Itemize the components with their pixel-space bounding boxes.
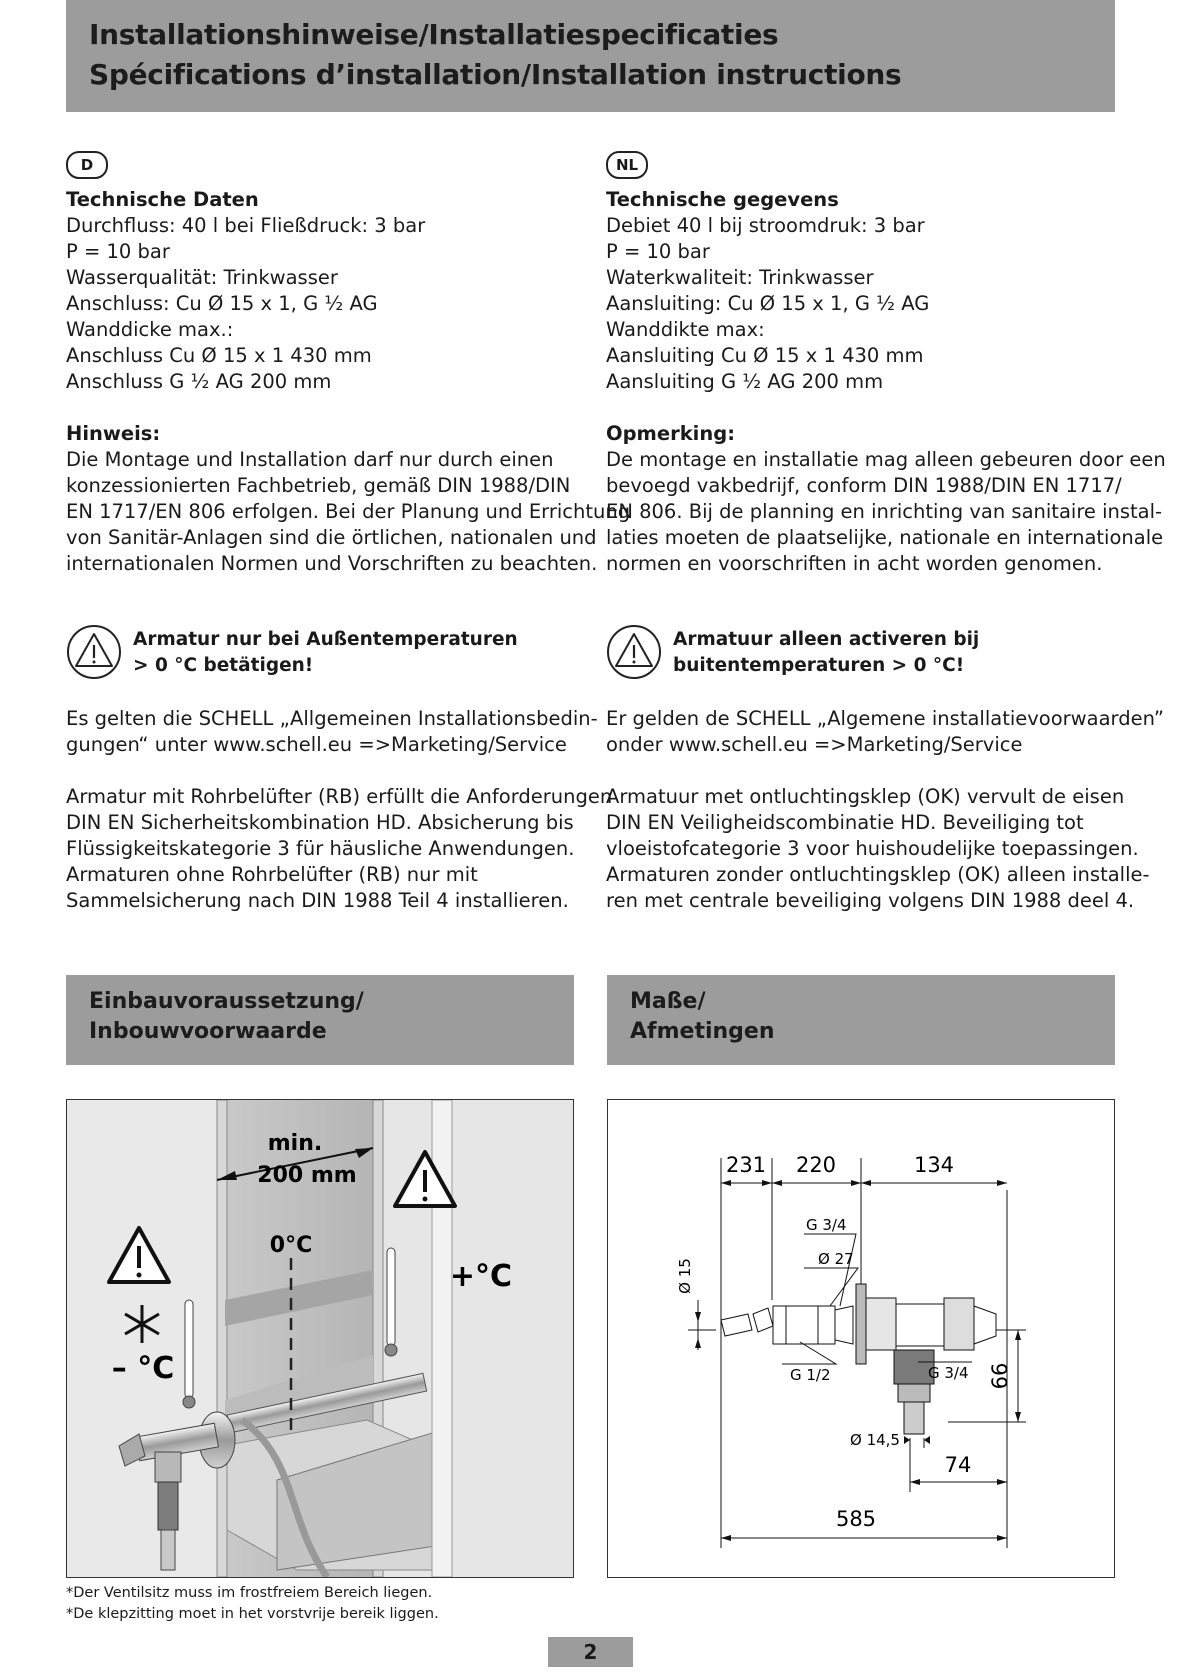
conditions-line: Er gelden de SCHELL „Algemene installatievoorwaarden” xyxy=(606,707,1164,730)
language-badge-nl: NL xyxy=(606,151,648,179)
section-title-line: Inbouwvoorwaarde xyxy=(89,1019,327,1044)
warning-icon xyxy=(606,624,662,680)
rb-line: Armaturen ohne Rohrbelüfter (RB) nur mit xyxy=(66,863,478,886)
installation-illustration xyxy=(67,1100,573,1577)
tech-line: Anschluss: Cu Ø 15 x 1, G ½ AG xyxy=(66,292,378,315)
tech-line: P = 10 bar xyxy=(66,240,170,263)
language-badge-de: D xyxy=(66,151,108,179)
conditions-nl xyxy=(606,706,1164,758)
rb-line: Flüssigkeitskategorie 3 für häusliche Anwendungen. xyxy=(66,837,575,860)
dim-g12: G 1/2 xyxy=(790,1366,831,1384)
tech-line: Wasserqualität: Trinkwasser xyxy=(66,266,338,289)
minus-degree-label: – °C xyxy=(111,1351,175,1386)
note-line: De montage en installatie mag alleen gebeuren door een xyxy=(606,448,1166,471)
warning-text-de xyxy=(133,627,518,679)
conditions-line: onder www.schell.eu =>Marketing/Service xyxy=(606,733,1023,756)
page-header xyxy=(66,0,1115,112)
tech-line: Debiet 40 l bij stroomdruk: 3 bar xyxy=(606,214,925,237)
technical-data-nl xyxy=(606,187,1136,395)
zero-degree-label: 0°C xyxy=(269,1233,313,1258)
dim-585: 585 xyxy=(835,1507,877,1531)
rb-line: Armatur mit Rohrbelüfter (RB) erfüllt die Anforderungen xyxy=(66,785,613,808)
min-label: min. xyxy=(267,1131,323,1156)
footnote-nl: *De klepzitting moet in het vorstvrije bereik liggen. xyxy=(66,1606,439,1622)
warning-line: > 0 °C betätigen! xyxy=(133,655,314,676)
dim-220: 220 xyxy=(795,1153,837,1177)
dimensions-figure xyxy=(607,1099,1115,1578)
rb-line: DIN EN Veiligheidscombinatie HD. Beveiliging tot xyxy=(606,811,1084,834)
rb-line: Sammelsicherung nach DIN 1988 Teil 4 installieren. xyxy=(66,889,569,912)
conditions-de xyxy=(66,706,596,758)
conditions-line: Es gelten die SCHELL „Allgemeinen Installationsbedin- xyxy=(66,707,598,730)
tech-title: Technische Daten xyxy=(66,188,259,211)
tech-line: Anschluss G ½ AG 200 mm xyxy=(66,370,332,393)
note-nl xyxy=(606,421,1166,577)
note-line: EN 806. Bij de planning en inrichting van sanitaire instal- xyxy=(606,500,1163,523)
footnote-de: *Der Ventilsitz muss im frostfreiem Bereich liegen. xyxy=(66,1585,433,1601)
note-line: laties moeten de plaatselijke, nationale en internationale xyxy=(606,526,1164,549)
section-title-line: Afmetingen xyxy=(630,1019,775,1044)
header-title-line2: Spécifications d’installation/Installation instructions xyxy=(89,58,902,91)
rb-line: ren met centrale beveiliging volgens DIN 1988 deel 4. xyxy=(606,889,1135,912)
tech-line: Aansluiting: Cu Ø 15 x 1, G ½ AG xyxy=(606,292,930,315)
warning-line: Armatuur alleen activeren bij xyxy=(673,629,980,650)
backflow-text-de xyxy=(66,784,613,914)
note-line: konzessionierten Fachbetrieb, gemäß DIN 1988/DIN xyxy=(66,474,571,497)
dim-231: 231 xyxy=(725,1153,767,1177)
note-line: Die Montage und Installation darf nur durch einen xyxy=(66,448,554,471)
note-title: Opmerking: xyxy=(606,422,735,445)
warning-line: buitentemperaturen > 0 °C! xyxy=(673,655,965,676)
section-header-dimensions xyxy=(607,975,1115,1065)
plus-degree-label: +°C xyxy=(449,1259,513,1294)
warning-line: Armatur nur bei Außentemperaturen xyxy=(133,629,518,650)
note-line: normen en voorschriften in acht worden genomen. xyxy=(606,552,1103,575)
tech-line: Anschluss Cu Ø 15 x 1 430 mm xyxy=(66,344,372,367)
note-line: von Sanitär-Anlagen sind die örtlichen, nationalen und xyxy=(66,526,597,549)
dim-66: 66 xyxy=(988,1362,1012,1390)
page-number: 2 xyxy=(548,1637,633,1667)
section-header-installation xyxy=(66,975,574,1065)
warning-icon xyxy=(66,624,122,680)
dim-diameter-15: Ø 15 xyxy=(676,1258,694,1294)
tech-line: P = 10 bar xyxy=(606,240,710,263)
dimensions-drawing xyxy=(608,1100,1114,1577)
rb-line: DIN EN Sicherheitskombination HD. Absicherung bis xyxy=(66,811,574,834)
dim-134: 134 xyxy=(913,1153,955,1177)
backflow-text-nl xyxy=(606,784,1150,914)
conditions-line: gungen“ unter www.schell.eu =>Marketing/Service xyxy=(66,733,567,756)
warning-text-nl xyxy=(673,627,979,679)
note-line: bevoegd vakbedrijf, conform DIN 1988/DIN EN 1717/ xyxy=(606,474,1122,497)
section-title-line: Maße/ xyxy=(630,989,706,1014)
tech-line: Waterkwaliteit: Trinkwasser xyxy=(606,266,874,289)
tech-line: Wanddicke max.: xyxy=(66,318,234,341)
note-line: internationalen Normen und Vorschriften zu beachten. xyxy=(66,552,598,575)
note-line: EN 1717/EN 806 erfolgen. Bei der Planung und Errichtung xyxy=(66,500,631,523)
technical-data-de xyxy=(66,187,596,395)
dim-g34-upper: G 3/4 xyxy=(806,1216,847,1234)
tech-line: Aansluiting G ½ AG 200 mm xyxy=(606,370,884,393)
distance-label: 200 mm xyxy=(257,1163,357,1188)
dim-diameter-14-5: Ø 14,5 xyxy=(850,1431,900,1449)
section-title-line: Einbauvoraussetzung/ xyxy=(89,989,364,1014)
tech-line: Durchfluss: 40 l bei Fließdruck: 3 bar xyxy=(66,214,426,237)
tech-line: Wanddikte max: xyxy=(606,318,765,341)
tech-line: Aansluiting Cu Ø 15 x 1 430 mm xyxy=(606,344,924,367)
note-de xyxy=(66,421,631,577)
dim-diameter-27: Ø 27 xyxy=(818,1250,854,1268)
rb-line: vloeistofcategorie 3 voor huishoudelijke toepassingen. xyxy=(606,837,1139,860)
note-title: Hinweis: xyxy=(66,422,161,445)
installation-figure xyxy=(66,1099,574,1578)
rb-line: Armaturen zonder ontluchtingsklep (OK) alleen installe- xyxy=(606,863,1150,886)
header-title-line1: Installationshinweise/Installatiespecificaties xyxy=(89,18,779,51)
tech-title: Technische gegevens xyxy=(606,188,839,211)
rb-line: Armatuur met ontluchtingsklep (OK) vervult de eisen xyxy=(606,785,1125,808)
dim-74: 74 xyxy=(944,1453,972,1477)
dim-g34-lower: G 3/4 xyxy=(928,1364,969,1382)
